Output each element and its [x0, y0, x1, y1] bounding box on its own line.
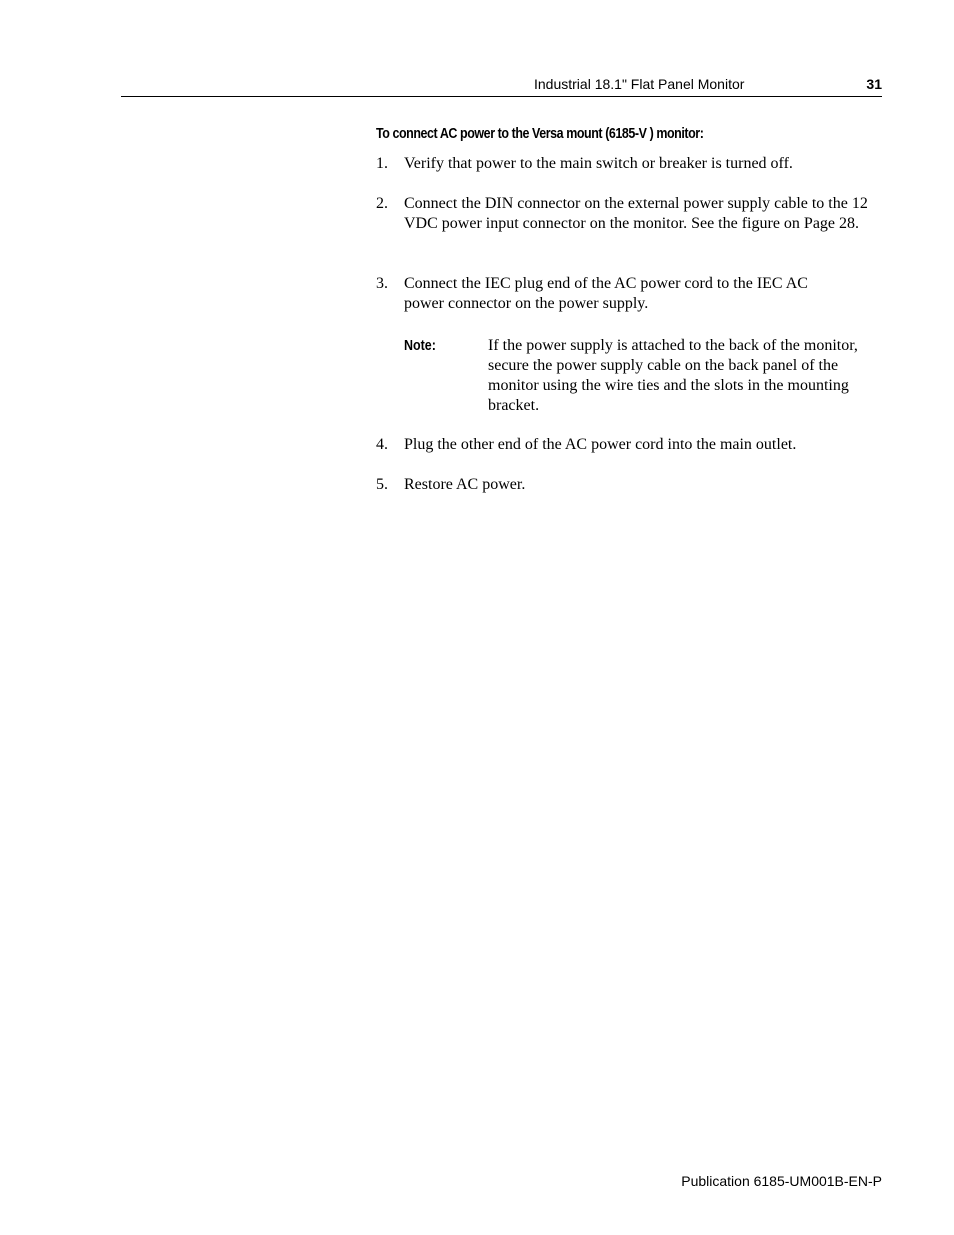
step-text: Restore AC power. — [404, 476, 526, 493]
step-text: Plug the other end of the AC power cord into the main outlet. — [404, 436, 797, 453]
note-label: Note: — [404, 338, 436, 354]
step-number: 4. — [376, 436, 388, 453]
step-number: 3. — [376, 275, 388, 292]
procedure-heading: To connect AC power to the Versa mount (6185-V ) monitor: — [376, 126, 704, 142]
step-text: Connect the IEC plug end of the AC power cord to the IEC AC power connector on the power supply. — [404, 275, 808, 312]
publication-footer: Publication 6185-UM001B-EN-P — [681, 1173, 882, 1189]
step-text: Connect the DIN connector on the external power supply cable to the 12 VDC power input connector on the monitor. See the figure on Page 28. — [404, 195, 868, 232]
note-text: If the power supply is attached to the back of the monitor, secure the power supply cable on the back panel of the monitor using the wire ties and the slots in the mounting bracket. — [488, 337, 858, 414]
step-number: 1. — [376, 155, 388, 172]
page-number: 31 — [866, 76, 882, 92]
step-number: 2. — [376, 195, 388, 212]
header-rule — [121, 96, 882, 97]
running-header-title: Industrial 18.1" Flat Panel Monitor — [534, 76, 745, 92]
step-number: 5. — [376, 476, 388, 493]
step-text: Verify that power to the main switch or breaker is turned off. — [404, 155, 793, 172]
